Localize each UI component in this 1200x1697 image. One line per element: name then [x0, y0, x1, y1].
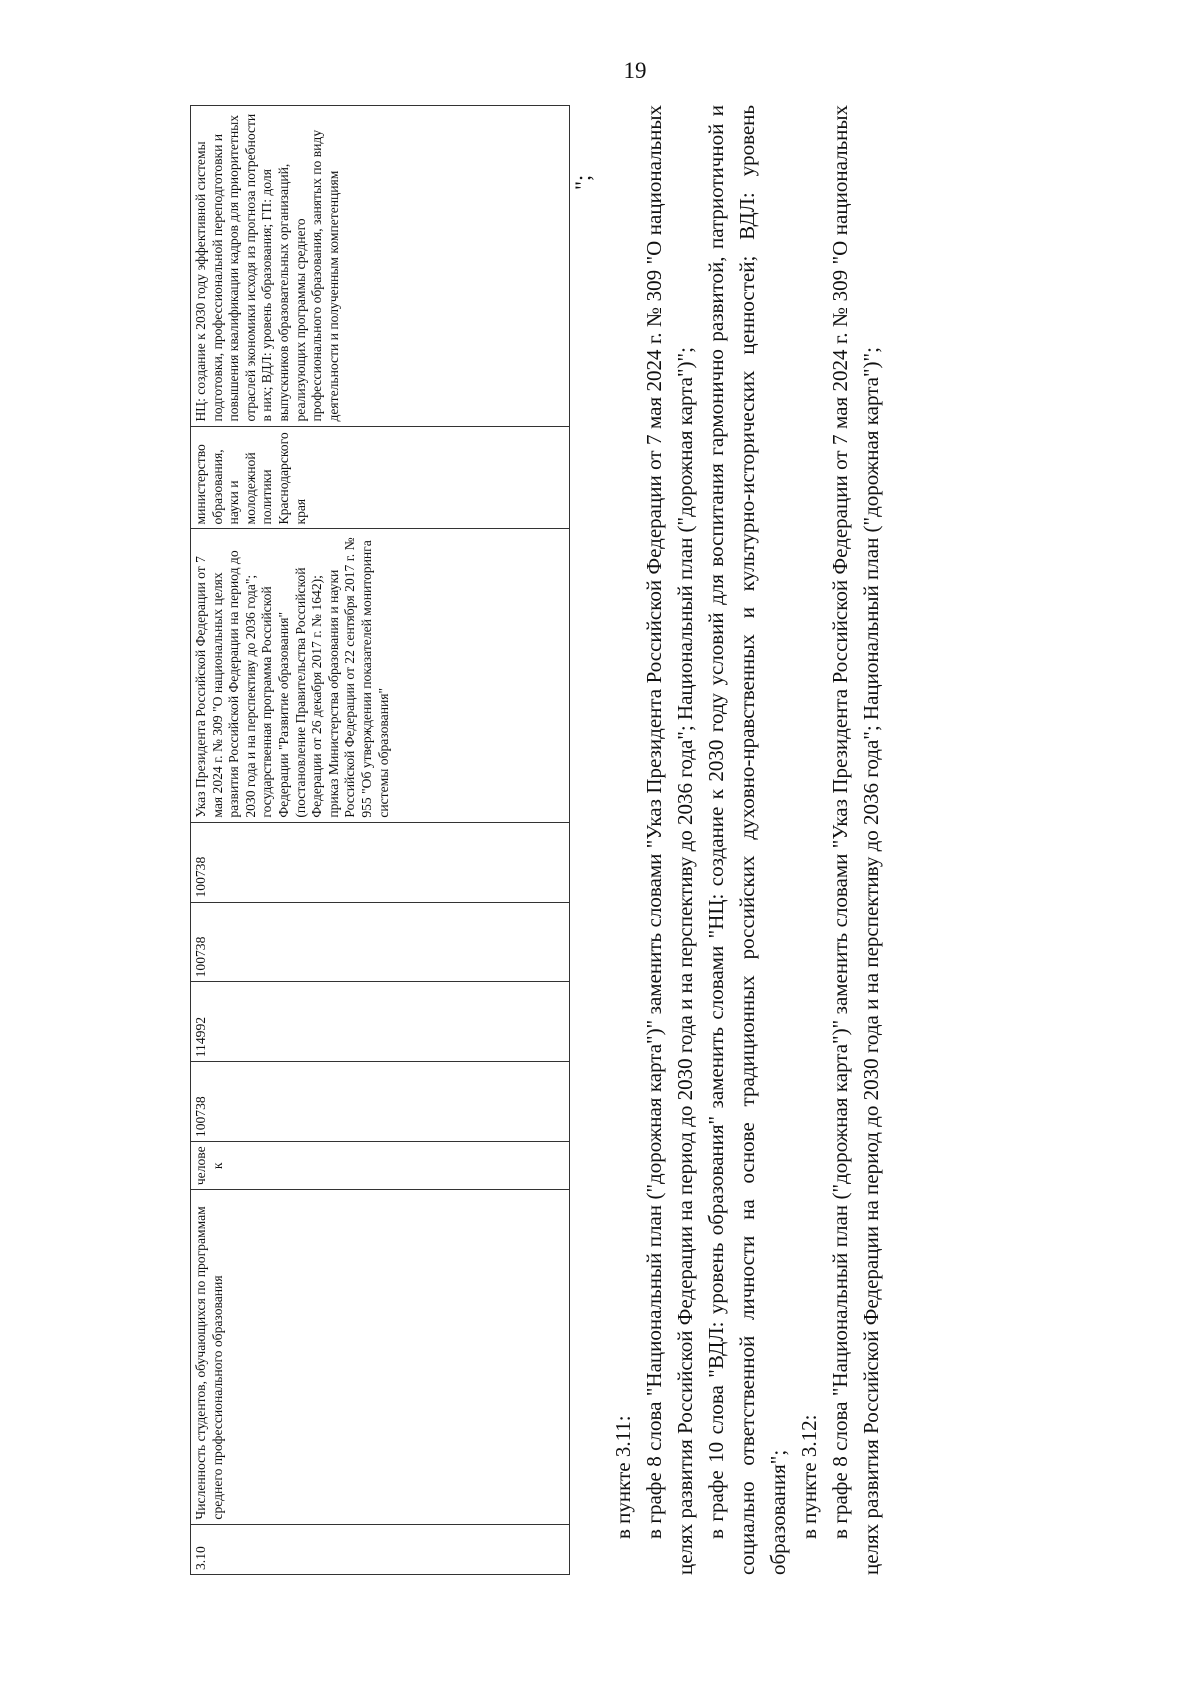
paragraph: в пункте 3.11: [611, 1415, 635, 1539]
closing-quote: "; [570, 174, 595, 190]
cell-value-3: 100738 [191, 902, 570, 982]
cell-basis: Указ Президента Российской Федерации от 7 мая 2024 г. № 309 "О национальных целях развития Российской Федерации на период до 2030 года и на перспективу до 2036 года"; государственная программа Российской Федерации "Развитие образования" (постановление Правительства Российской Федерации от 26 декабря 2017 г. № 1642); приказ Министерства образования и науки Российской Федерации от 22 сентября 2017 г. № 955 "Об утверждении показателей мониторинга системы образования" [191, 529, 570, 822]
cell-number: 3.10 [191, 1524, 570, 1574]
cell-links: НЦ: создание к 2030 году эффективной системы подготовки, профессиональной переподготовки и повышения квалификации кадров для приоритетных отраслей экономики исходя из прогноза потребности в них; ВДЛ: уровень образования; ГП: доля выпускников образовательных организаций, реализующих программы среднего профессионального образования, занятых по виду деятельности и полученным компетенциям [191, 106, 570, 427]
paragraph: в графе 8 слова "Национальный план ("дорожная карта")" заменить словами "Указ Президента Российской Федерации от 7 мая 2024 г. № 309 "О национальных целях развития Российской Федерации на период до 2030 года и на перспективу до 2036 года"; Национальный план ("дорожная карта")"; [642, 105, 697, 1575]
paragraph: в графе 8 слова "Национальный план ("дорожная карта")" заменить словами "Указ Президента Российской Федерации от 7 мая 2024 г. № 309 "О национальных целях развития Российской Федерации на период до 2030 года и на перспективу до 2036 года"; Национальный план ("дорожная карта")"; [828, 105, 883, 1575]
paragraph: в пункте 3.12: [797, 1414, 821, 1539]
cell-value-2: 114992 [191, 982, 570, 1062]
cell-unit: человек [191, 1142, 570, 1190]
page-number: 19 [623, 58, 647, 83]
table-row [191, 106, 570, 1575]
cell-responsible: министерство образования, науки и молодежной политики Краснодарского края [191, 426, 570, 529]
amendment-text [608, 105, 887, 1575]
rotated-content [190, 105, 1190, 1575]
cell-value-4: 100738 [191, 822, 570, 902]
cell-value-1: 100738 [191, 1062, 570, 1142]
cell-indicator: Численность студентов, обучающихся по программам среднего профессионального образования [191, 1190, 570, 1524]
paragraph: в графе 10 слова "ВДЛ: уровень образования" заменить словами "НЦ: создание к 2030 году условий для воспитания гармонично развитой, патриотичной и социально ответственной личности на основе традиционных российских духовно-нравственных и культурно-исторических ценностей; ВДЛ: уровень образования"; [704, 105, 790, 1575]
indicator-table [190, 105, 570, 1575]
